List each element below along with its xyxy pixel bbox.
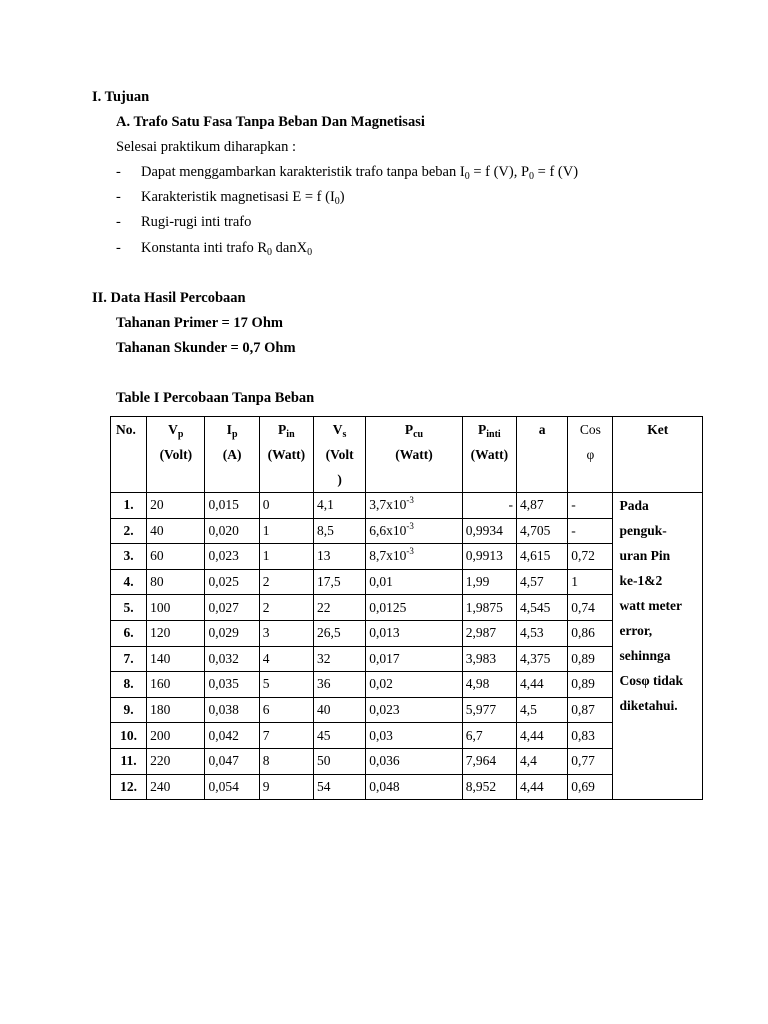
table-cell: 0,048 bbox=[366, 774, 462, 800]
table-cell: 0,77 bbox=[568, 748, 613, 774]
table-cell: 0,9934 bbox=[462, 518, 516, 544]
table-cell: 3,983 bbox=[462, 646, 516, 672]
table-cell: 0,013 bbox=[366, 620, 462, 646]
table-cell: 0,023 bbox=[366, 697, 462, 723]
section-1a-subtitle: A. Trafo Satu Fasa Tanpa Beban Dan Magnetisasi bbox=[116, 114, 425, 130]
table-cell: 0,74 bbox=[568, 595, 613, 621]
table-cell: 20 bbox=[147, 493, 205, 519]
table-cell: 4,98 bbox=[462, 672, 516, 698]
section-1-title: I. Tujuan bbox=[92, 89, 150, 105]
table-cell: 4. bbox=[111, 569, 147, 595]
table-cell: 9. bbox=[111, 697, 147, 723]
table-cell: $8,7x10^{-3}$ bbox=[366, 544, 462, 570]
table-cell: 17,5 bbox=[313, 569, 365, 595]
bullet-item: - Rugi-rugi inti trafo bbox=[116, 214, 252, 230]
table-cell: 8. bbox=[111, 672, 147, 698]
table-cell: 0,042 bbox=[205, 723, 259, 749]
table-cell: 0,054 bbox=[205, 774, 259, 800]
table-cell: 0,036 bbox=[366, 748, 462, 774]
table-cell: 4,375 bbox=[516, 646, 567, 672]
table-cell: 60 bbox=[147, 544, 205, 570]
table-cell: 2,987 bbox=[462, 620, 516, 646]
table-header-cell: Cos φ bbox=[568, 417, 613, 493]
table-cell: 40 bbox=[147, 518, 205, 544]
table-cell: 4,44 bbox=[516, 774, 567, 800]
table-cell: 4,615 bbox=[516, 544, 567, 570]
table-cell: 8 bbox=[259, 748, 313, 774]
table-cell: 0,015 bbox=[205, 493, 259, 519]
table-cell: 10. bbox=[111, 723, 147, 749]
table-cell: 0,86 bbox=[568, 620, 613, 646]
table-cell: 22 bbox=[313, 595, 365, 621]
table-cell: - bbox=[568, 493, 613, 519]
table-cell: 0,020 bbox=[205, 518, 259, 544]
table-cell: 8,952 bbox=[462, 774, 516, 800]
table-cell: 0,89 bbox=[568, 672, 613, 698]
table-cell: 5,977 bbox=[462, 697, 516, 723]
table-cell: 40 bbox=[313, 697, 365, 723]
table-cell: 32 bbox=[313, 646, 365, 672]
table-header-cell: No. bbox=[111, 417, 147, 493]
table-cell: 0,69 bbox=[568, 774, 613, 800]
table-cell: 7,964 bbox=[462, 748, 516, 774]
ket-empty-cell bbox=[613, 748, 703, 774]
table-caption: Table I Percobaan Tanpa Beban bbox=[116, 390, 315, 406]
table-cell: 0,025 bbox=[205, 569, 259, 595]
table-cell: 4 bbox=[259, 646, 313, 672]
table-cell: 0,89 bbox=[568, 646, 613, 672]
table-cell: 11. bbox=[111, 748, 147, 774]
table-header-cell: Ket bbox=[613, 417, 703, 493]
table-cell: - bbox=[568, 518, 613, 544]
table-cell: 0,03 bbox=[366, 723, 462, 749]
table-cell: 4,4 bbox=[516, 748, 567, 774]
results-table bbox=[110, 416, 703, 800]
table-cell: 4,44 bbox=[516, 723, 567, 749]
table-cell: 0,029 bbox=[205, 620, 259, 646]
table-cell: 5. bbox=[111, 595, 147, 621]
secondary-resistance: Tahanan Skunder = 0,7 Ohm bbox=[116, 340, 296, 356]
table-cell: 0,032 bbox=[205, 646, 259, 672]
table-cell: 9 bbox=[259, 774, 313, 800]
table-cell: 7 bbox=[259, 723, 313, 749]
table-cell: 8,5 bbox=[313, 518, 365, 544]
table-header-cell: $I_p$ (A) bbox=[205, 417, 259, 493]
table-row bbox=[111, 723, 703, 749]
table-cell: 0,83 bbox=[568, 723, 613, 749]
table-cell: 140 bbox=[147, 646, 205, 672]
table-row bbox=[111, 774, 703, 800]
table-cell: 0,02 bbox=[366, 672, 462, 698]
table-cell: 6,7 bbox=[462, 723, 516, 749]
ket-note: Pada penguk- uran Pin ke-1&2 watt meter error, sehinnga Cosφ tidak diketahui. bbox=[613, 493, 703, 723]
bullet-item: - Karakteristik magnetisasi E = f $(I_0)$ bbox=[116, 189, 345, 207]
table-cell: 6. bbox=[111, 620, 147, 646]
table-cell: 45 bbox=[313, 723, 365, 749]
table-cell: 1 bbox=[259, 544, 313, 570]
table-cell: 7. bbox=[111, 646, 147, 672]
table-cell: 180 bbox=[147, 697, 205, 723]
table-cell: $3,7x10^{-3}$ bbox=[366, 493, 462, 519]
table-header-cell: a bbox=[516, 417, 567, 493]
table-cell: 4,53 bbox=[516, 620, 567, 646]
table-cell: 0,0125 bbox=[366, 595, 462, 621]
table-header-cell: $V_s$ (Volt ) bbox=[313, 417, 365, 493]
table-cell: 4,87 bbox=[516, 493, 567, 519]
table-cell: 4,545 bbox=[516, 595, 567, 621]
table-cell: - bbox=[462, 493, 516, 519]
table-header-cell: $P_{inti}$ (Watt) bbox=[462, 417, 516, 493]
table-cell: 80 bbox=[147, 569, 205, 595]
table-cell: 220 bbox=[147, 748, 205, 774]
table-header-cell: $P_{cu}$ (Watt) bbox=[366, 417, 462, 493]
table-cell: 4,1 bbox=[313, 493, 365, 519]
table-cell: $6,6x10^{-3}$ bbox=[366, 518, 462, 544]
table-cell: 0,9913 bbox=[462, 544, 516, 570]
table-cell: 54 bbox=[313, 774, 365, 800]
table-cell: 0,01 bbox=[366, 569, 462, 595]
table-cell: 0,038 bbox=[205, 697, 259, 723]
table-cell: 0,023 bbox=[205, 544, 259, 570]
table-cell: 0,047 bbox=[205, 748, 259, 774]
table-cell: 6 bbox=[259, 697, 313, 723]
intro-text: Selesai praktikum diharapkan : bbox=[116, 139, 296, 155]
table-cell: 5 bbox=[259, 672, 313, 698]
table-cell: 1 bbox=[568, 569, 613, 595]
table-cell: 13 bbox=[313, 544, 365, 570]
table-cell: 4,57 bbox=[516, 569, 567, 595]
table-cell: 4,5 bbox=[516, 697, 567, 723]
table-cell: 26,5 bbox=[313, 620, 365, 646]
bullet-item: - Konstanta inti trafo $R_0$ danX$_0$ bbox=[116, 240, 313, 258]
table-cell: 2 bbox=[259, 569, 313, 595]
table-cell: 2 bbox=[259, 595, 313, 621]
table-cell: 36 bbox=[313, 672, 365, 698]
table-cell: 1,9875 bbox=[462, 595, 516, 621]
primary-resistance: Tahanan Primer = 17 Ohm bbox=[116, 315, 283, 331]
table-cell: 3. bbox=[111, 544, 147, 570]
ket-empty-cell bbox=[613, 723, 703, 749]
bullet-item: - Dapat menggambarkan karakteristik trafo tanpa beban $I_0 = f$ (V), $P_0 = f$ (V) bbox=[116, 164, 579, 182]
table-cell: 12. bbox=[111, 774, 147, 800]
table-header-cell: $V_p$ (Volt) bbox=[147, 417, 205, 493]
table-row bbox=[111, 493, 703, 519]
table-cell: 200 bbox=[147, 723, 205, 749]
table-header-row bbox=[111, 417, 703, 493]
table-cell: 0,72 bbox=[568, 544, 613, 570]
table-cell: 100 bbox=[147, 595, 205, 621]
table-cell: 1 bbox=[259, 518, 313, 544]
table-row bbox=[111, 748, 703, 774]
table-cell: 1. bbox=[111, 493, 147, 519]
table-cell: 0,87 bbox=[568, 697, 613, 723]
table-cell: 0 bbox=[259, 493, 313, 519]
table-cell: 1,99 bbox=[462, 569, 516, 595]
table-cell: 50 bbox=[313, 748, 365, 774]
section-2-title: II. Data Hasil Percobaan bbox=[92, 290, 246, 306]
ket-empty-cell bbox=[613, 774, 703, 800]
table-cell: 0,035 bbox=[205, 672, 259, 698]
table-cell: 0,017 bbox=[366, 646, 462, 672]
table-header-cell: $P_{in}$ (Watt) bbox=[259, 417, 313, 493]
table-cell: 2. bbox=[111, 518, 147, 544]
table-cell: 160 bbox=[147, 672, 205, 698]
table-cell: 120 bbox=[147, 620, 205, 646]
table-cell: 0,027 bbox=[205, 595, 259, 621]
table-cell: 4,705 bbox=[516, 518, 567, 544]
table-cell: 240 bbox=[147, 774, 205, 800]
table-cell: 4,44 bbox=[516, 672, 567, 698]
table-cell: 3 bbox=[259, 620, 313, 646]
